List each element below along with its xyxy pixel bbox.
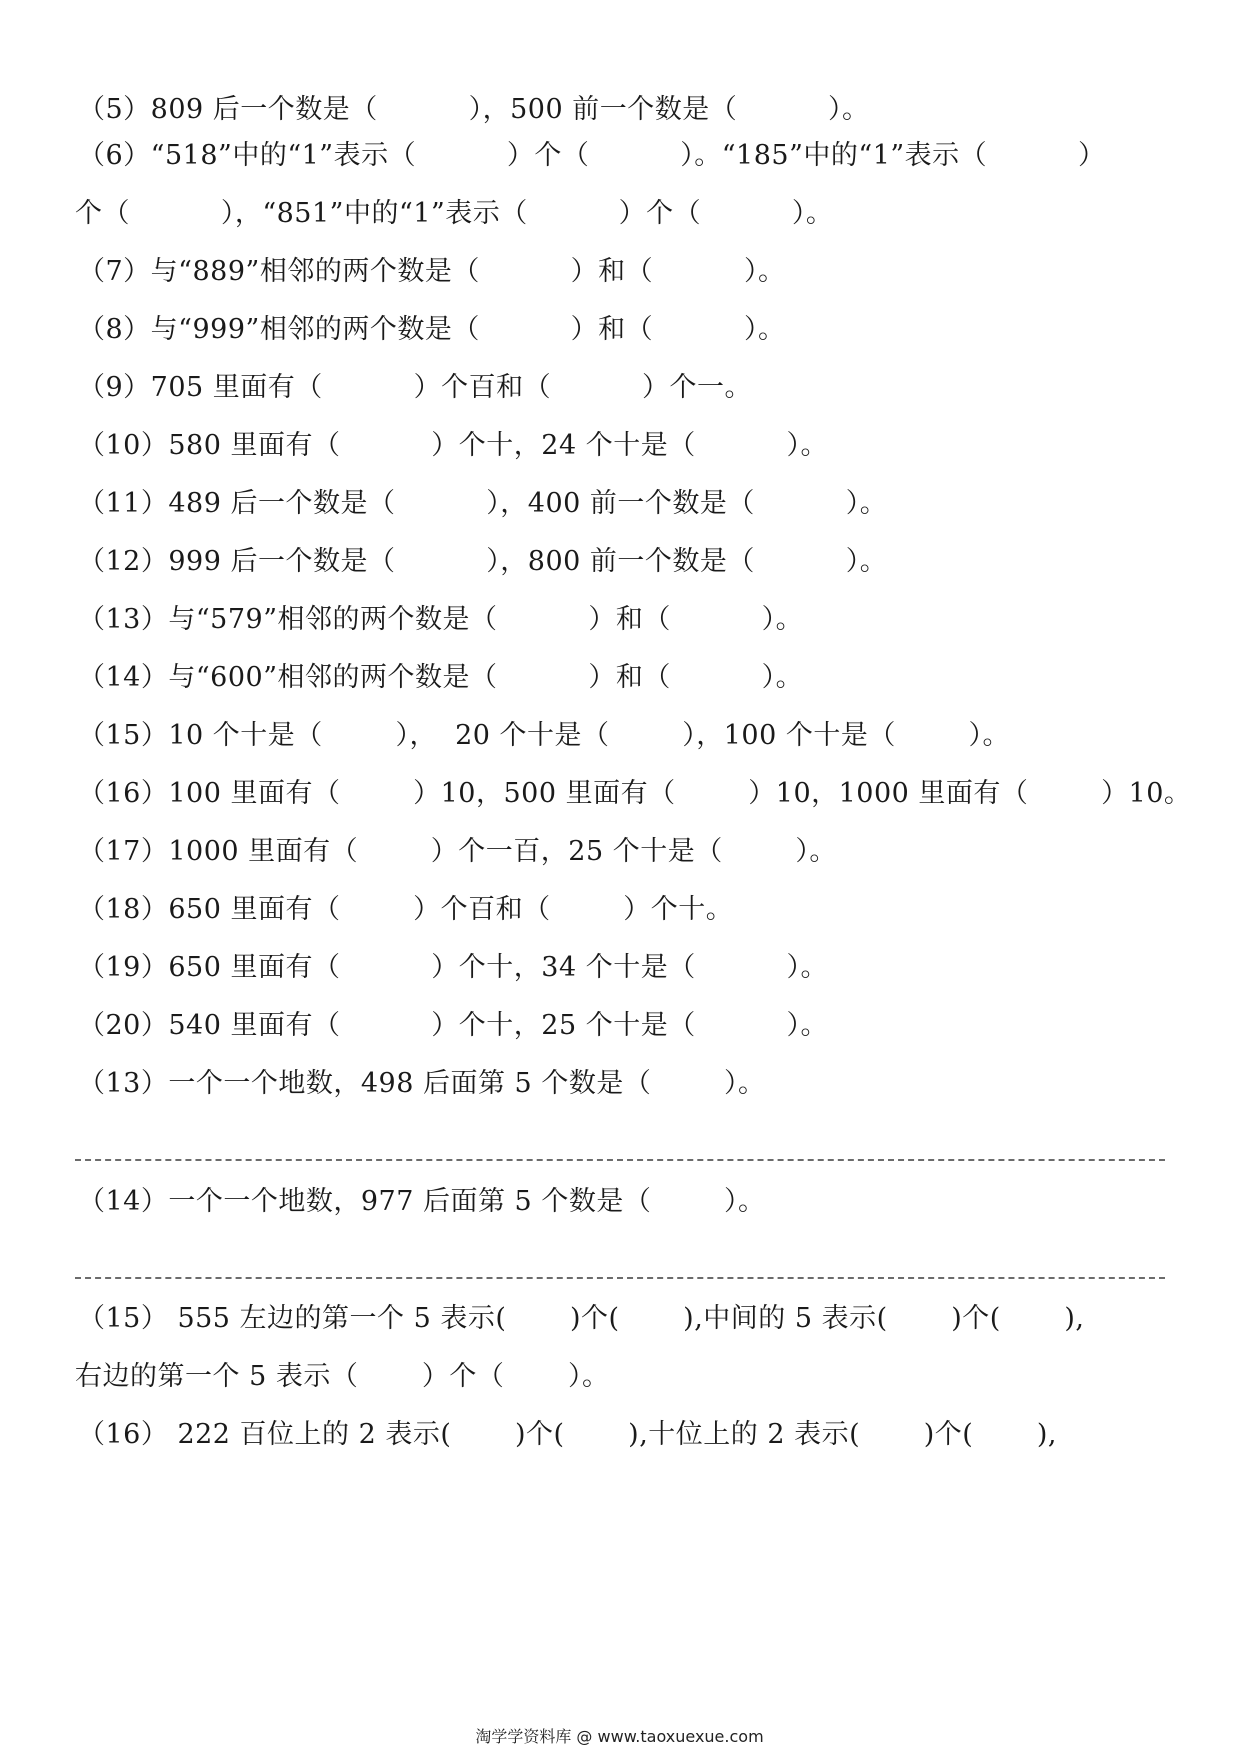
question-8: （8）与“999”相邻的两个数是（ ）和（ ）。 [78, 314, 786, 345]
question-6-line-1: （6）“518”中的“1”表示（ ）个（ ）。“185”中的“1”表示（ ） [78, 140, 1106, 171]
question-20: （20）540 里面有（ ）个十，25 个十是（ ）。 [78, 1010, 829, 1041]
question-17: （17）1000 里面有（ ）个一百，25 个十是（ ）。 [78, 836, 837, 867]
footer-watermark: 淘学学资料库 @ www.taoxuexue.com [475, 1727, 764, 1746]
question-7: （7）与“889”相邻的两个数是（ ）和（ ）。 [78, 256, 786, 287]
question-15-digits-line-2: 右边的第一个 5 表示（ ）个（ ）。 [75, 1361, 610, 1392]
question-14-counting: （14）一个一个地数，977 后面第 5 个数是（ ）。 [78, 1186, 766, 1217]
question-14: （14）与“600”相邻的两个数是（ ）和（ ）。 [78, 662, 804, 693]
question-5: （5）809 后一个数是（ ），500 前一个数是（ ）。 [78, 94, 870, 125]
question-6-line-2: 个（ ），“851”中的“1”表示（ ）个（ ）。 [75, 198, 834, 229]
answer-divider-2 [75, 1277, 1165, 1279]
question-11: （11）489 后一个数是（ ），400 前一个数是（ ）。 [78, 488, 888, 519]
question-12: （12）999 后一个数是（ ），800 前一个数是（ ）。 [78, 546, 888, 577]
question-15: （15）10 个十是（ ）， 20 个十是（ ），100 个十是（ ）。 [78, 720, 1010, 751]
question-13: （13）与“579”相邻的两个数是（ ）和（ ）。 [78, 604, 804, 635]
question-16: （16）100 里面有（ ）10，500 里面有（ ）10，1000 里面有（ ）10。 [78, 778, 1192, 809]
question-13-counting: （13）一个一个地数，498 后面第 5 个数是（ ）。 [78, 1068, 766, 1099]
question-15-digits-line-1: （15） 555 左边的第一个 5 表示( )个( ),中间的 5 表示( )个( ), [78, 1303, 1085, 1334]
question-19: （19）650 里面有（ ）个十，34 个十是（ ）。 [78, 952, 829, 983]
answer-divider-1 [75, 1159, 1165, 1161]
question-18: （18）650 里面有（ ）个百和（ ）个十。 [78, 894, 734, 925]
question-16-digits: （16） 222 百位上的 2 表示( )个( ),十位上的 2 表示( )个( ), [78, 1419, 1057, 1450]
question-9: （9）705 里面有（ ）个百和（ ）个一。 [78, 372, 752, 403]
question-10: （10）580 里面有（ ）个十，24 个十是（ ）。 [78, 430, 829, 461]
